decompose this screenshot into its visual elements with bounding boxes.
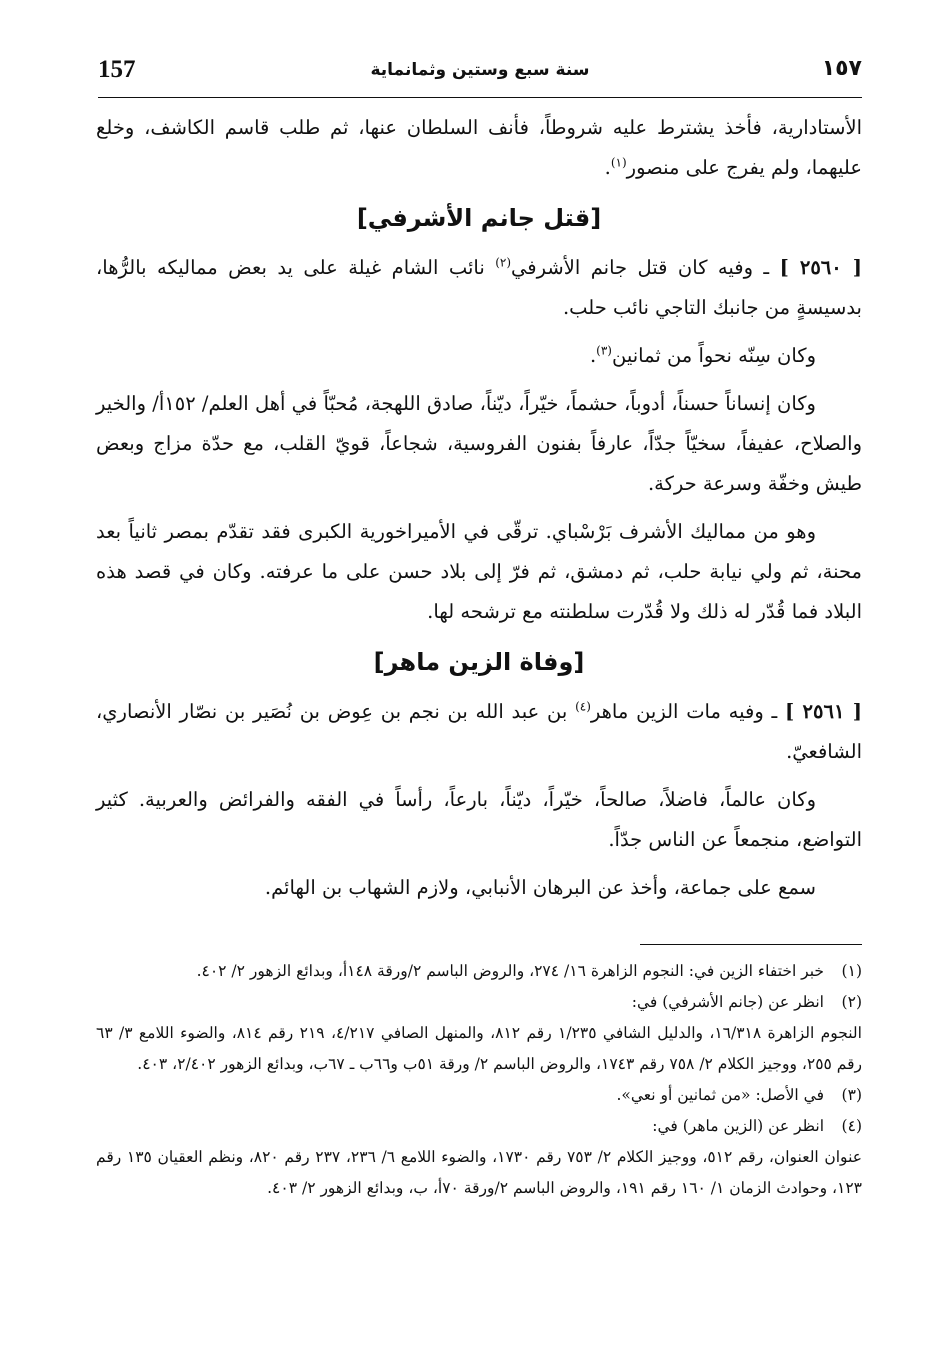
footnote-3 — [96, 1080, 862, 1111]
footnote-number: (٣) — [841, 1086, 862, 1104]
footnotes — [96, 956, 862, 1204]
footnote-ref: (٢) — [495, 255, 512, 270]
entry-number: [ ٢٥٦٠ ] — [779, 256, 863, 279]
paragraph-teachers: سمع على جماعة، وأخذ عن البرهان الأنبابي، ولازم الشهاب بن الهائم. — [264, 876, 816, 899]
page-header — [98, 52, 862, 98]
entry-number: [ ٢٥٦١ ] — [784, 700, 862, 723]
footnote-ref: (١) — [610, 155, 627, 170]
footnote-ref: (٣) — [596, 343, 612, 358]
paragraph-career: وهو من مماليك الأشرف بَرْسْباي. ترقّى في الأميراخورية الكبرى فقد تقدّم بمصر ثانياً بعد محنة، ثم ولي نيابة حلب، ثم دمشق، ثم فرّ إلى بلاد حسن على ما عرفته. وكان في قصد هذه البلاد فما قُدّر له ذلك ولا قُدّرت سلطنته مع ترشحه لها. — [96, 520, 862, 623]
entry-2560: [ ٢٥٦٠ ] ـ وفيه كان قتل جانم الأشرفي$^{(٢)}$ نائب الشام غيلة على يد بعض مماليكه بالرُّها، بدسيسةٍ من جانبك التاجي نائب حلب. — [96, 255, 863, 319]
footnote-text: انظر عن (الزين ماهر) في: — [652, 1117, 824, 1135]
footnote-text: انظر عن (جانم الأشرفي) في: — [631, 993, 824, 1011]
footnote-sources: النجوم الزاهرة ١٦/٣١٨، والدليل الشافي ١/٢٣٥ رقم ٨١٢، والمنهل الصافي ٤/٢١٧، ٢١٩ رقم ٨١٤، والضوء اللامع ٣/ ٦٣ رقم ٢٥٥، ووجيز الكلام ٢/ ٧٥٨ رقم ١٧٤٣، والروض الباسم ٢/ ورقة ٥١ب و٦٦ب ـ ٦٧ب، وبدائع الزهور ٢/٤٠٢، ٤٠٣. — [96, 1024, 862, 1073]
paragraph-character: وكان إنساناً حسناً، أدوباً، حشماً، خيّراً، ديّناً، صادق اللهجة، مُحبّاً في أهل العلم/ ١٥٢أ/ والخير والصلاح، عفيفاً، سخيّاً جدّاً، عارفاً بفنون الفروسية، شجاعاً، قويّ القلب، مع حدّة مزاج وبعض طيش وخفّة وسرعة حركة. — [96, 392, 862, 495]
page-number-arabic: ١٥٧ — [821, 56, 862, 81]
entry-2561: [ ٢٥٦١ ] ـ وفيه مات الزين ماهر$^{(٤)}$ بن عبد الله بن نجم بن عِوض بن نُصَير بن نصّار الأنصاري، الشافعيّ. — [96, 699, 862, 763]
footnote-rule — [640, 944, 862, 945]
page-number-latin: 157 — [98, 56, 136, 83]
footnote-text: خبر اختفاء الزين في: النجوم الزاهرة ١٦/ ٢٧٤، والروض الباسم ٢/ورقة ١٤٨أ، وبدائع الزهور ٢/ ٤٠٢. — [196, 962, 824, 980]
section-heading-zayn: [وفاة الزين ماهر] — [373, 648, 585, 676]
footnote-number: (١) — [841, 962, 862, 980]
paragraph-age: وكان سِنّه نحواً من ثمانين$^{(٣)}$. — [589, 343, 816, 367]
footnote-number: (٢) — [841, 993, 862, 1011]
footnote-text: في الأصل: «من ثمانين أو نعي». — [616, 1086, 824, 1104]
running-title: سنة سبع وستين وثمانماية — [370, 60, 590, 80]
section-heading-janim: [قتل جانم الأشرفي] — [356, 204, 602, 232]
intro-paragraph: الأستادارية، فأخذ يشترط عليه شروطاً، فأنف السلطان عنها، ثم طلب قاسم الكاشف، وخلع عليهما، ولم يفرج على منصور$^{(١)}$. — [96, 116, 862, 179]
footnote-2 — [96, 987, 862, 1080]
footnote-4 — [96, 1111, 862, 1204]
footnote-number: (٤) — [841, 1117, 862, 1135]
header-rule — [98, 97, 862, 98]
footnote-sources: عنوان العنوان، رقم ٥١٢، ووجيز الكلام ٢/ ٧٥٣ رقم ١٧٣٠، والضوء اللامع ٦/ ٢٣٦، ٢٣٧ رقم ٨٢٠، ونظم العقيان ١٣٥ رقم ١٢٣، وحوادث الزمان ١/ ١٦٠ رقم ١٩١، والروض الباسم ٢/ورقة ٧٠أ، ب، وبدائع الزهور ٢/ ٤٠٣. — [96, 1148, 862, 1197]
main-text — [96, 108, 862, 916]
paragraph-scholar: وكان عالماً، فاضلاً، صالحاً، خيّراً، ديّناً، بارعاً، رأساً في الفقه والفرائض والعربية. كثير التواضع، منجمعاً عن الناس جدّاً. — [96, 788, 862, 851]
footnote-ref: (٤) — [575, 699, 591, 714]
footnote-1 — [96, 956, 862, 987]
